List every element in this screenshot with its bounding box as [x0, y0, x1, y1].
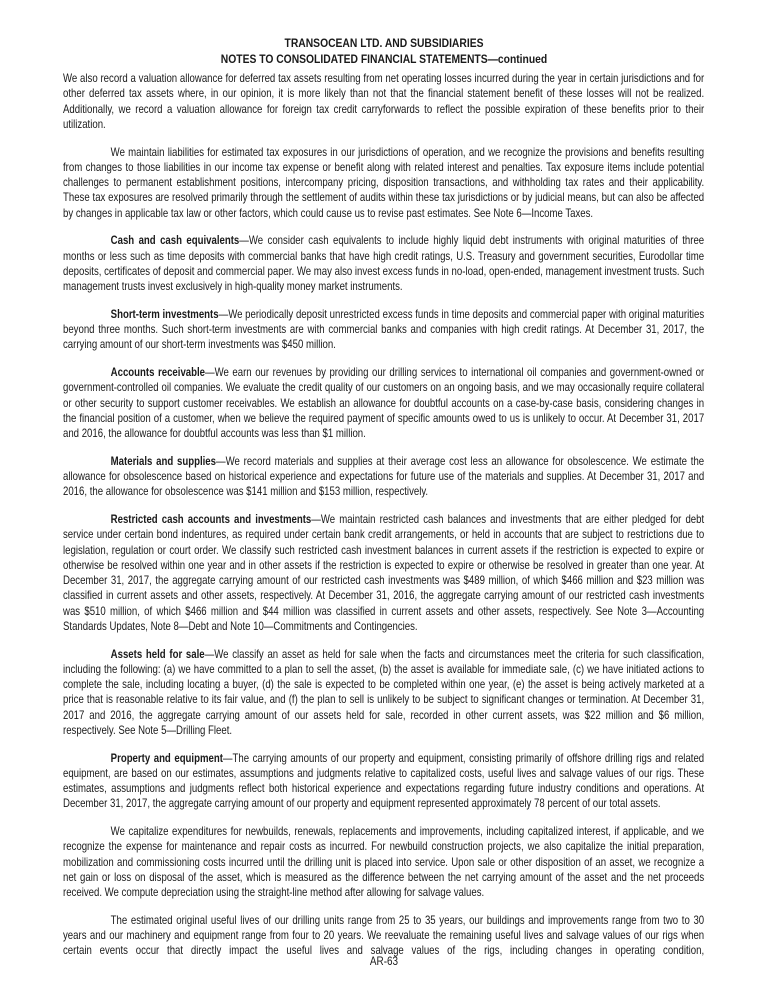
section-title: NOTES TO CONSOLIDATED FINANCIAL STATEMENTS—continued	[220, 52, 548, 66]
paragraph-heading: Restricted cash accounts and investments	[110, 513, 312, 526]
paragraph-cash-equivalents	[63, 233, 704, 294]
paragraph-heading: Property and equipment	[110, 751, 223, 765]
paragraph-restricted-cash	[63, 512, 704, 634]
paragraph-text: —The carrying amounts of our property and equipment, consisting primarily of offshore drilling rigs and related equipment, are based on our estimates, assumptions and judgments relative to capitalized costs, useful lives and salvage values of our rigs. These estimates, assumptions and judgments reflect both historical experience and expectations regarding future industry conditions and operations. At December 31, 2017, the aggregate carrying amount of our property and equipment represented approximately 78 percent of our total assets.	[63, 751, 705, 811]
paragraph-capitalize-expenditures	[63, 824, 704, 900]
paragraph-text: —We periodically deposit unrestricted excess funds in time deposits and commercial paper with original maturities beyond three months. Such short-term investments are with commercial banks and companies with high credit ratings. At December 31, 2017, the carrying amount of our short-term investments was $450 million.	[63, 307, 705, 352]
paragraph-text: —We consider cash equivalents to include highly liquid debt instruments with original maturities of three months or less such as time deposits with commercial banks that have high credit ratings, U.S. Treasury and government securities, Eurodollar time deposits, certificates of deposit and commercial paper. We may also invest excess funds in no-load, open-ended, management investment trusts. Such management trusts invest exclusively in high-quality money market instruments.	[63, 234, 705, 293]
paragraph-text: —We maintain restricted cash balances and investments that are either pledged for debt service under certain bond indentures, as required under certain bank credit arrangements, or held in accounts that are subject to restrictions due to legislation, regulation or court order. We classify such restricted cash investment balances in current assets if the restriction is expected to expire or otherwise be resolved within one year and in other assets if the restriction is expected to expire or otherwise be resolved in greater than one year. At December 31, 2017, the aggregate carrying amount of our restricted cash investments was $489 million, of which $466 million and $23 million was classified in current assets and other assets, respectively. At December 31, 2016, the aggregate carrying amount of our restricted cash investments was $510 million, of which $466 million and $44 million was classified in current assets and other assets, respectively. See Note 3—Accounting Standards Updates, Note 8—Debt and Note 10—Commitments and Contingencies.	[63, 513, 705, 633]
company-title: TRANSOCEAN LTD. AND SUBSIDIARIES	[284, 36, 484, 50]
paragraph-text: —We earn our revenues by providing our drilling services to international oil companies and government-owned or government-controlled oil companies. We evaluate the credit quality of our customers on an ongoing basis, and we may occasionally require collateral or other security to support customer receivables. We establish an allowance for doubtful accounts on a case-by-case basis, considering changes in the financial position of a customer, when we believe the required payment of specific amounts owed to us is unlikely to occur. At December 31, 2017 and 2016, the allowance for doubtful accounts was less than $1 million.	[63, 366, 705, 440]
paragraph-heading: Materials and supplies	[110, 454, 216, 468]
paragraph-tax-exposures	[63, 145, 704, 221]
document-body	[63, 71, 704, 971]
paragraph-short-term-investments	[63, 307, 704, 353]
paragraph-materials-supplies	[63, 454, 704, 500]
paragraph-text: The estimated original useful lives of our drilling units range from 25 to 35 years, our buildings and improvements range from two to 30 years and our machinery and equipment range from four to 20 years. We reevaluate the remaining useful lives and salvage values of our rigs when certain events occur that directly impact the useful lives and salvage values of the rigs, including changes in operating condition,	[63, 913, 705, 958]
page-number: AR-63	[369, 955, 399, 968]
paragraph-heading: Accounts receivable	[110, 366, 206, 379]
paragraph-text: —We record materials and supplies at their average cost less an allowance for obsolescence. We estimate the allowance for obsolescence based on historical experience and expectations for future use of the materials and supplies. At December 31, 2017 and 2016, the allowance for obsolescence was $141 million and $153 million, respectively.	[63, 454, 705, 499]
paragraph-assets-held-for-sale	[63, 647, 704, 739]
paragraph-text: —We classify an asset as held for sale when the facts and circumstances meet the criteria for such classification, including the following: (a) we have committed to a plan to sell the asset, (b) the asset is available for immediate sale, (c) we have initiated actions to complete the sale, including locating a buyer, (d) the sale is expected to be completed within one year, (e) the asset is being actively marketed at a price that is reasonable relative to its fair value, and (f) the plan to sell is unlikely to be subject to significant changes or termination. At December 31, 2017 and 2016, the aggregate carrying amount of our assets held for sale, recorded in other current assets, was $22 million and $6 million, respectively. See Note 5—Drilling Fleet.	[63, 647, 705, 737]
paragraph-valuation-allowance	[63, 71, 704, 132]
paragraph-text: We also record a valuation allowance for deferred tax assets resulting from net operating losses incurred during the year in certain jurisdictions and for other deferred tax assets where, in our opinion, it is more likely than not that the financial statement benefit of these losses will not be realized. Additionally, we record a valuation allowance for foreign tax credit carryforwards to reflect the possible expiration of these benefits prior to their utilization.	[63, 72, 705, 131]
paragraph-heading: Assets held for sale	[110, 647, 205, 661]
paragraph-text: We capitalize expenditures for newbuilds, renewals, replacements and improvements, including capitalized interest, if applicable, and we recognize the expense for maintenance and repair costs as incurred. For newbuild construction projects, we also capitalize the initial preparation, mobilization and commissioning costs incurred until the drilling unit is placed into service. Upon sale or other disposition of an asset, we recognize a net gain or loss on disposal of the asset, which is measured as the difference between the net carrying amount of the asset and the net proceeds received. We compute depreciation using the straight-line method after allowing for salvage values.	[63, 825, 705, 899]
paragraph-property-equipment	[63, 751, 704, 812]
paragraph-text: We maintain liabilities for estimated tax exposures in our jurisdictions of operation, and we recognize the provisions and benefits resulting from changes to those liabilities in our income tax expense or benefit along with related interest and penalties. Tax exposure items include potential challenges to permanent establishment positions, intercompany pricing, disposition transactions, and withholding tax rates and their applicability. These tax exposures are resolved primarily through the settlement of audits within these tax jurisdictions or by judicial means, but can also be affected by changes in applicable tax law or other factors, which could cause us to revise past estimates. See Note 6—Income Taxes.	[63, 145, 705, 220]
paragraph-heading: Cash and cash equivalents	[110, 234, 240, 248]
paragraph-useful-lives	[63, 913, 704, 959]
paragraph-accounts-receivable	[63, 365, 704, 441]
paragraph-heading: Short-term investments	[110, 307, 219, 321]
